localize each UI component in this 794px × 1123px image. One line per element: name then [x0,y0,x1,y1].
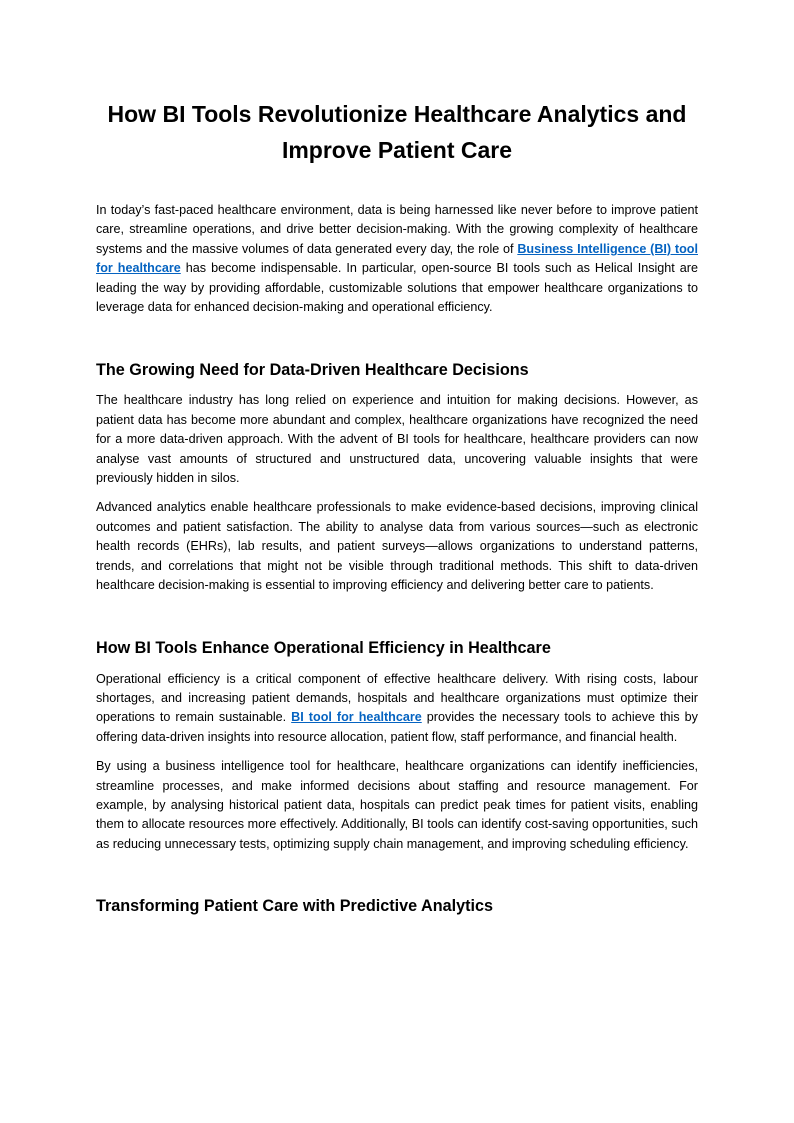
bi-tool-for-healthcare-link[interactable]: BI tool for healthcare [291,710,422,725]
section-heading-predictive-analytics: Transforming Patient Care with Predictive Analytics [96,897,494,916]
section-heading-data-driven: The Growing Need for Data-Driven Healthcare Decisions [96,361,529,380]
bi-tool-healthcare-link[interactable]: Business Intelligence (BI) tool for healthcare [96,241,698,276]
section-1-paragraph-1: The healthcare industry has long relied on experience and intuition for making decisions. However, as patient data has become more abundant and complex, healthcare organizations have recognized the need for a more data-driven approach. With the advent of BI tools for healthcare, healthcare providers can now analyse vast amounts of structured and unstructured data, uncovering valuable insights that were previously hidden in silos. [96,393,698,486]
intro-paragraph [96,201,698,317]
document-page [96,0,698,917]
page-title-line-1: How BI Tools Revolutionize Healthcare Analytics and [107,101,687,127]
section-heading-operational-efficiency: How BI Tools Enhance Operational Efficiency in Healthcare [96,638,551,657]
intro-text-after-link: has become indispensable. In particular, open-source BI tools such as Helical Insight are leading the way by providing affordable, customizable solutions that empower healthcare organizations to leverage data for enhanced decision-making and operational efficiency. [96,261,698,315]
section-2-paragraph-1 [96,670,698,748]
section-2-paragraph-2: By using a business intelligence tool for healthcare, healthcare organizations can identify inefficiencies, streamline processes, and make informed decisions about staffing and resource management. For example, by analysing historical patient data, hospitals can predict peak times for patient visits, enabling them to allocate resources more effectively. Additionally, BI tools can identify cost-saving opportunities, such as reducing unnecessary tests, optimizing supply chain management, and improving scheduling efficiency. [96,759,698,851]
page-title-line-2: Improve Patient Care [281,137,513,163]
section-1-paragraph-2: Advanced analytics enable healthcare professionals to make evidence-based decisions, improving clinical outcomes and patient satisfaction. The ability to analyse data from various sources—such as electronic health records (EHRs), lab results, and patient surveys—allows organizations to understand patterns, trends, and correlations that might not be visible through traditional methods. This shift to data-driven healthcare decision-making is essential to improving efficiency and delivering better care to patients. [96,500,698,593]
page-title [90,96,704,168]
section-2-text-after-link: provides the necessary tools to achieve this by offering data-driven insights into resource allocation, patient flow, staff performance, and financial health. [96,710,698,744]
section-2-text-before-link: Operational efficiency is a critical component of effective healthcare delivery. With rising costs, labour shortages, and increasing patient demands, hospitals and healthcare organizations must optimize their operations to remain sustainable. [96,671,698,725]
intro-text-before-link: In today’s fast-paced healthcare environment, data is being harnessed like never before to improve patient care, streamline operations, and drive better decision-making. With the growing complexity of healthcare systems and the massive volumes of data generated every day, the role of [96,203,698,256]
